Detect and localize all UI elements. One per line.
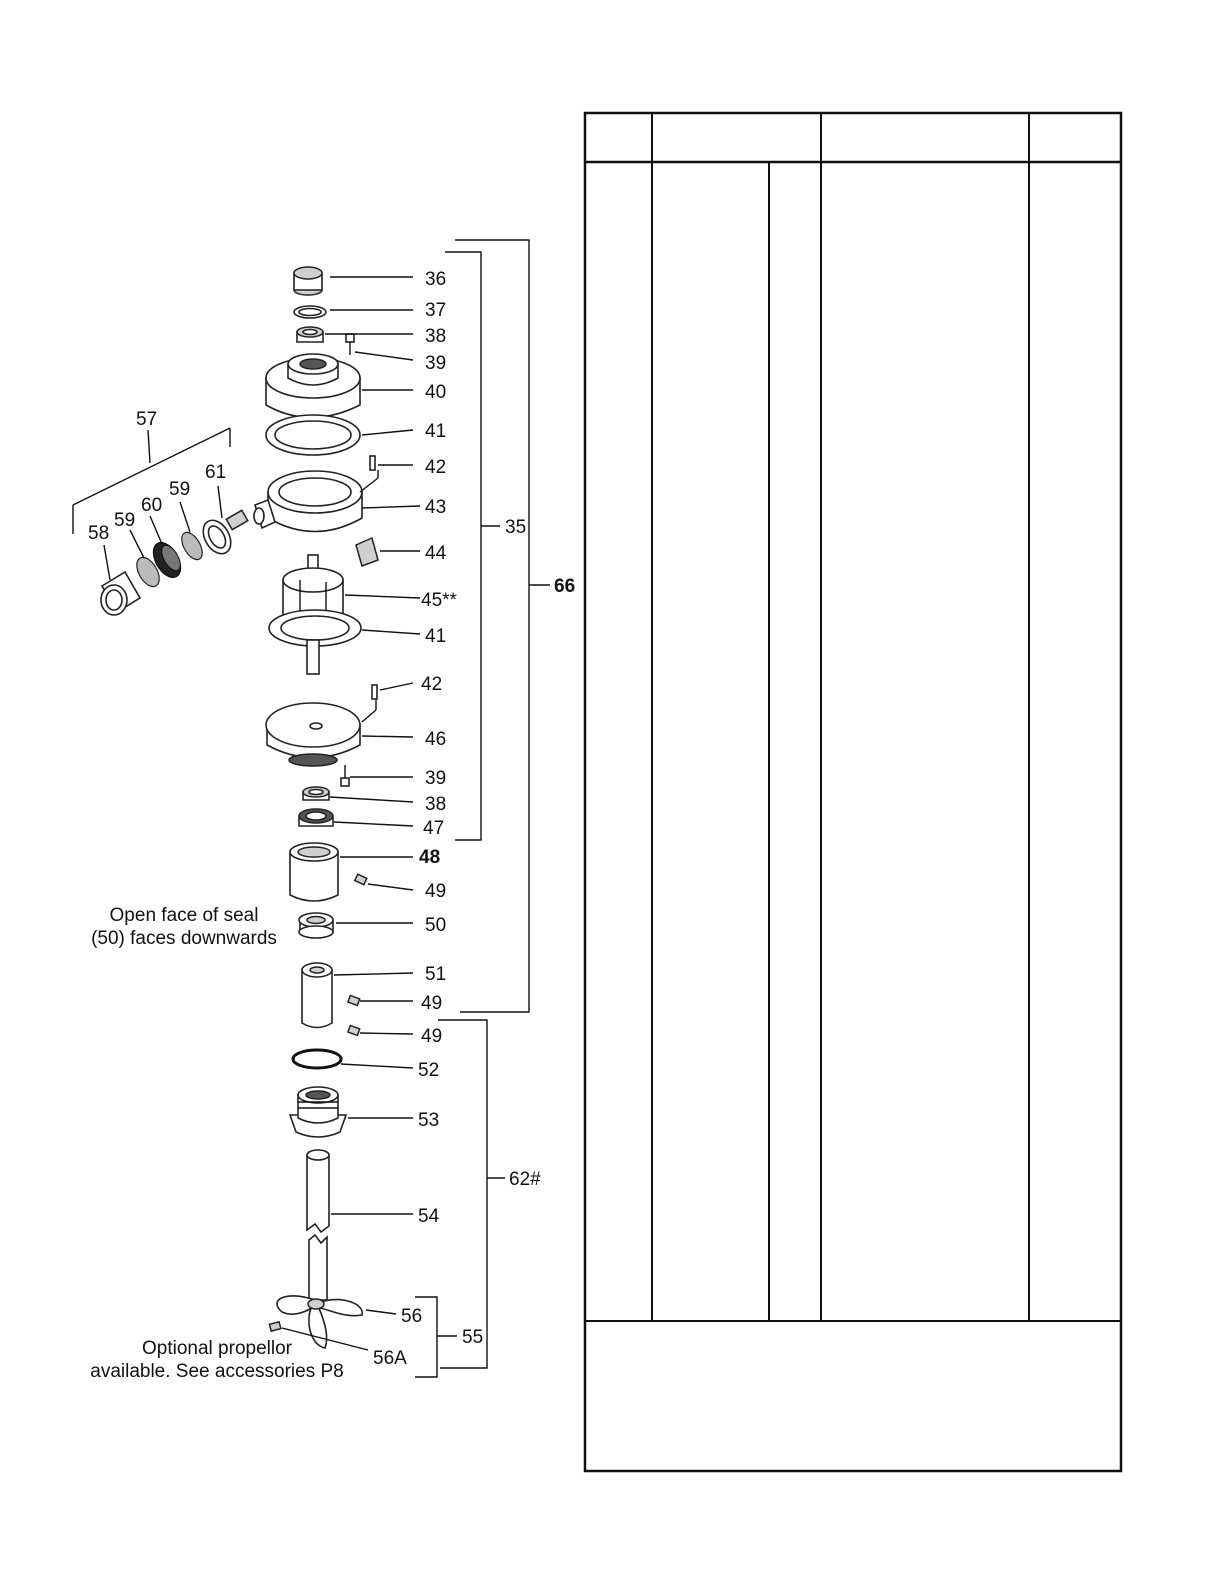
part-41-gasket-top [266, 415, 360, 455]
seal-note-line1: Open face of seal [109, 905, 259, 926]
callout-51: 51 [425, 964, 447, 985]
part-47-seal [299, 809, 333, 826]
callout-46: 46 [425, 729, 447, 750]
bracket-66 [455, 240, 550, 1012]
callout-41: 41 [425, 421, 447, 442]
part-52-oring [293, 1050, 341, 1068]
part-50-lip-seal [299, 913, 333, 938]
callout-53: 53 [418, 1110, 440, 1131]
callout-38-lower: 38 [425, 794, 447, 815]
part-38-bearing-top [297, 327, 323, 342]
part-39-screw-lower [341, 765, 349, 786]
part-49-grub-screw-a [355, 874, 367, 885]
callout-49: 49 [425, 881, 447, 902]
callout-49-b: 49 [421, 993, 443, 1014]
callout-42: 42 [425, 457, 447, 478]
part-41-gasket-lower [269, 610, 361, 674]
part-38-bearing-lower [303, 787, 329, 800]
group-label-35: 35 [505, 517, 527, 538]
callout-52: 52 [418, 1060, 440, 1081]
callout-41-lower: 41 [425, 626, 447, 647]
part-59-mesh-b [178, 529, 207, 563]
propeller-note-line1: Optional propellor [142, 1338, 292, 1359]
callout-54: 54 [418, 1206, 440, 1227]
callout-42-lower: 42 [421, 674, 443, 695]
callout-44: 44 [425, 543, 447, 564]
callout-37: 37 [425, 300, 447, 321]
callout-50: 50 [425, 915, 447, 936]
callout-57: 57 [136, 409, 158, 430]
part-54-shaft [307, 1150, 329, 1300]
callout-36: 36 [425, 269, 447, 290]
callout-56a: 56A [373, 1348, 407, 1369]
callout-58: 58 [88, 523, 110, 544]
callout-39-lower: 39 [425, 768, 447, 789]
callout-45: 45** [421, 590, 457, 611]
part-58-strainer-cup [101, 572, 140, 615]
callout-40: 40 [425, 382, 447, 403]
callout-56: 56 [401, 1306, 423, 1327]
part-42-pin-lower [372, 685, 377, 699]
callout-48: 48 [419, 847, 441, 868]
bracket-35 [445, 252, 500, 840]
seal-note-line2: (50) faces downwards [91, 928, 277, 949]
part-39-screw-top [346, 334, 354, 355]
part-49-grub-screw-c [348, 1025, 360, 1035]
leader-lines [73, 277, 423, 1350]
part-43-pump-body [254, 471, 362, 532]
callout-39: 39 [425, 353, 447, 374]
part-51-coupling [302, 963, 332, 1028]
group-label-66: 66 [554, 576, 576, 597]
part-42-pin-top [370, 456, 375, 470]
propeller-note-line2: available. See accessories P8 [90, 1361, 344, 1382]
group-label-55: 55 [462, 1327, 484, 1348]
callout-49-c: 49 [421, 1026, 443, 1047]
callout-59-b: 59 [169, 479, 191, 500]
part-61-inlet-fitting [198, 510, 248, 558]
part-48-sleeve [290, 843, 338, 901]
callout-60: 60 [141, 495, 163, 516]
part-40-top-housing [266, 354, 360, 418]
part-46-bottom-cover [266, 703, 360, 766]
part-36-cap [294, 267, 322, 295]
callout-43: 43 [425, 497, 447, 518]
part-56a-screw [269, 1322, 280, 1331]
part-53-gland-nut [290, 1087, 346, 1137]
parts-list-table [585, 113, 1121, 1471]
callout-61: 61 [205, 462, 227, 483]
part-44-vane [356, 538, 378, 566]
callout-47: 47 [423, 818, 445, 839]
group-label-62: 62# [509, 1169, 541, 1190]
callout-59: 59 [114, 510, 136, 531]
bracket-62 [438, 1020, 505, 1368]
callout-38: 38 [425, 326, 447, 347]
part-49-grub-screw-b [348, 995, 360, 1005]
